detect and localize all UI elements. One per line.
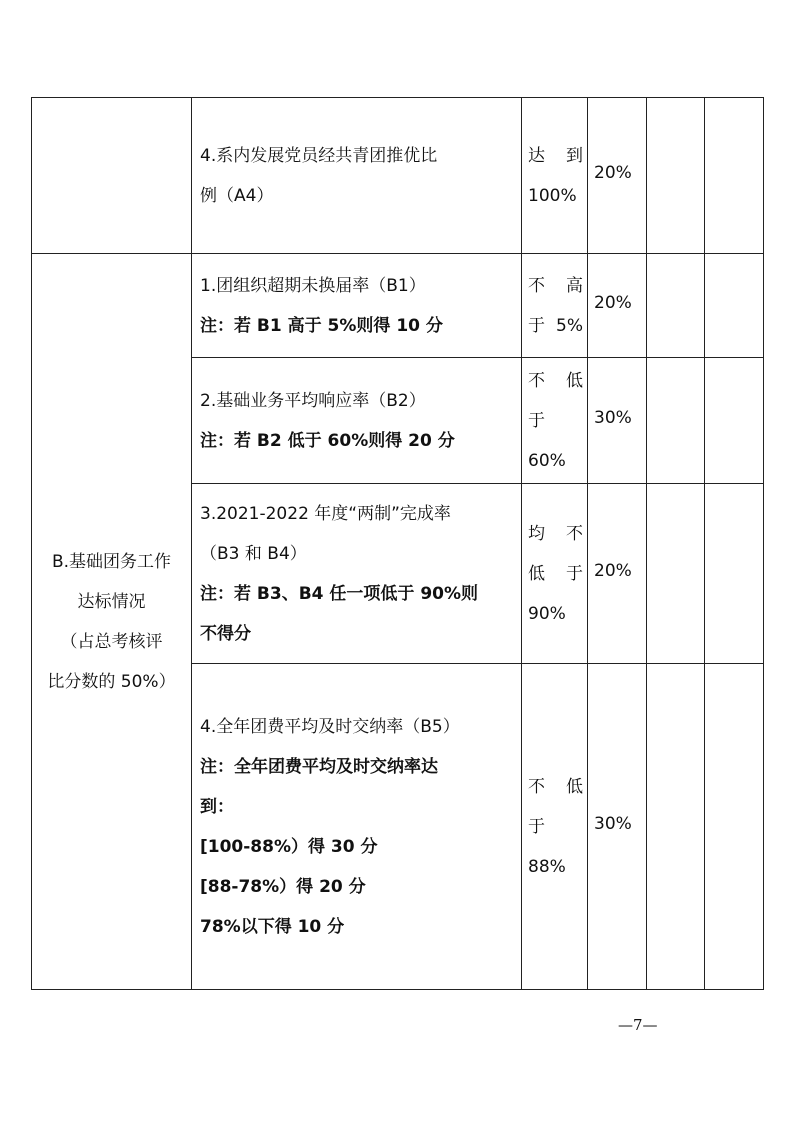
- indicator-cell: [192, 98, 522, 254]
- category-text: 比分数的 50%）: [47, 671, 176, 692]
- category-text: 达标情况: [77, 591, 146, 612]
- empty-cell: [647, 254, 705, 358]
- target-text: 低 于: [528, 563, 583, 584]
- target-text: 于: [528, 816, 545, 837]
- note-text: 注：若 B3、B4 任一项低于 90%则: [200, 583, 479, 604]
- weight-cell: [588, 664, 647, 990]
- weight-text: 20%: [594, 292, 632, 313]
- category-cell-a: [32, 98, 192, 254]
- note-text: [100-88%）得 30 分: [200, 836, 378, 857]
- table-row: [32, 254, 764, 358]
- empty-cell: [705, 358, 764, 484]
- indicator-text: 4.全年团费平均及时交纳率（B5）: [200, 716, 460, 737]
- page-number: —7—: [618, 1016, 658, 1034]
- weight-cell: [588, 98, 647, 254]
- empty-cell: [705, 484, 764, 664]
- note-text: 不得分: [200, 623, 251, 644]
- weight-cell: [588, 358, 647, 484]
- indicator-text: 1.团组织超期未换届率（B1）: [200, 275, 426, 296]
- indicator-text: 2.基础业务平均响应率（B2）: [200, 390, 426, 411]
- note-text: 到：: [200, 796, 234, 817]
- target-text: 100%: [528, 185, 577, 206]
- note-text: 注：全年团费平均及时交纳率达: [200, 756, 438, 777]
- weight-cell: [588, 254, 647, 358]
- target-text: 均 不: [528, 523, 583, 544]
- indicator-text: （B3 和 B4）: [200, 543, 307, 564]
- target-text: 不 低: [528, 776, 583, 797]
- weight-text: 20%: [594, 560, 632, 581]
- indicator-cell: [192, 664, 522, 990]
- category-text: （占总考核评: [60, 631, 163, 652]
- indicator-cell: [192, 254, 522, 358]
- indicator-cell: [192, 484, 522, 664]
- empty-cell: [705, 254, 764, 358]
- target-cell: [522, 664, 588, 990]
- assessment-table: [31, 97, 764, 990]
- indicator-text: 例（A4）: [200, 185, 274, 206]
- target-text: 于 5%: [528, 315, 583, 336]
- note-text: 注：若 B2 低于 60%则得 20 分: [200, 430, 455, 451]
- weight-text: 30%: [594, 813, 632, 834]
- target-text: 90%: [528, 603, 566, 624]
- category-text: B.基础团务工作: [51, 551, 172, 572]
- empty-cell: [705, 98, 764, 254]
- target-cell: [522, 358, 588, 484]
- note-text: [88-78%）得 20 分: [200, 876, 366, 897]
- category-cell-b: [32, 254, 192, 990]
- target-text: 不 高: [528, 275, 583, 296]
- empty-cell: [647, 664, 705, 990]
- target-cell: [522, 484, 588, 664]
- indicator-text: 3.2021-2022 年度“两制”完成率: [200, 503, 451, 524]
- target-cell: [522, 254, 588, 358]
- target-text: 88%: [528, 856, 566, 877]
- target-cell: [522, 98, 588, 254]
- note-text: 78%以下得 10 分: [200, 916, 345, 937]
- target-text: 于: [528, 410, 545, 431]
- target-text: 60%: [528, 450, 566, 471]
- empty-cell: [705, 664, 764, 990]
- target-text: 不 低: [528, 370, 583, 391]
- indicator-text: 4.系内发展党员经共青团推优比: [200, 145, 438, 166]
- empty-cell: [647, 484, 705, 664]
- indicator-cell: [192, 358, 522, 484]
- empty-cell: [647, 358, 705, 484]
- target-text: 达 到: [528, 145, 583, 166]
- empty-cell: [647, 98, 705, 254]
- table-row: [32, 98, 764, 254]
- note-text: 注：若 B1 高于 5%则得 10 分: [200, 315, 443, 336]
- weight-text: 30%: [594, 407, 632, 428]
- weight-cell: [588, 484, 647, 664]
- weight-text: 20%: [594, 162, 632, 183]
